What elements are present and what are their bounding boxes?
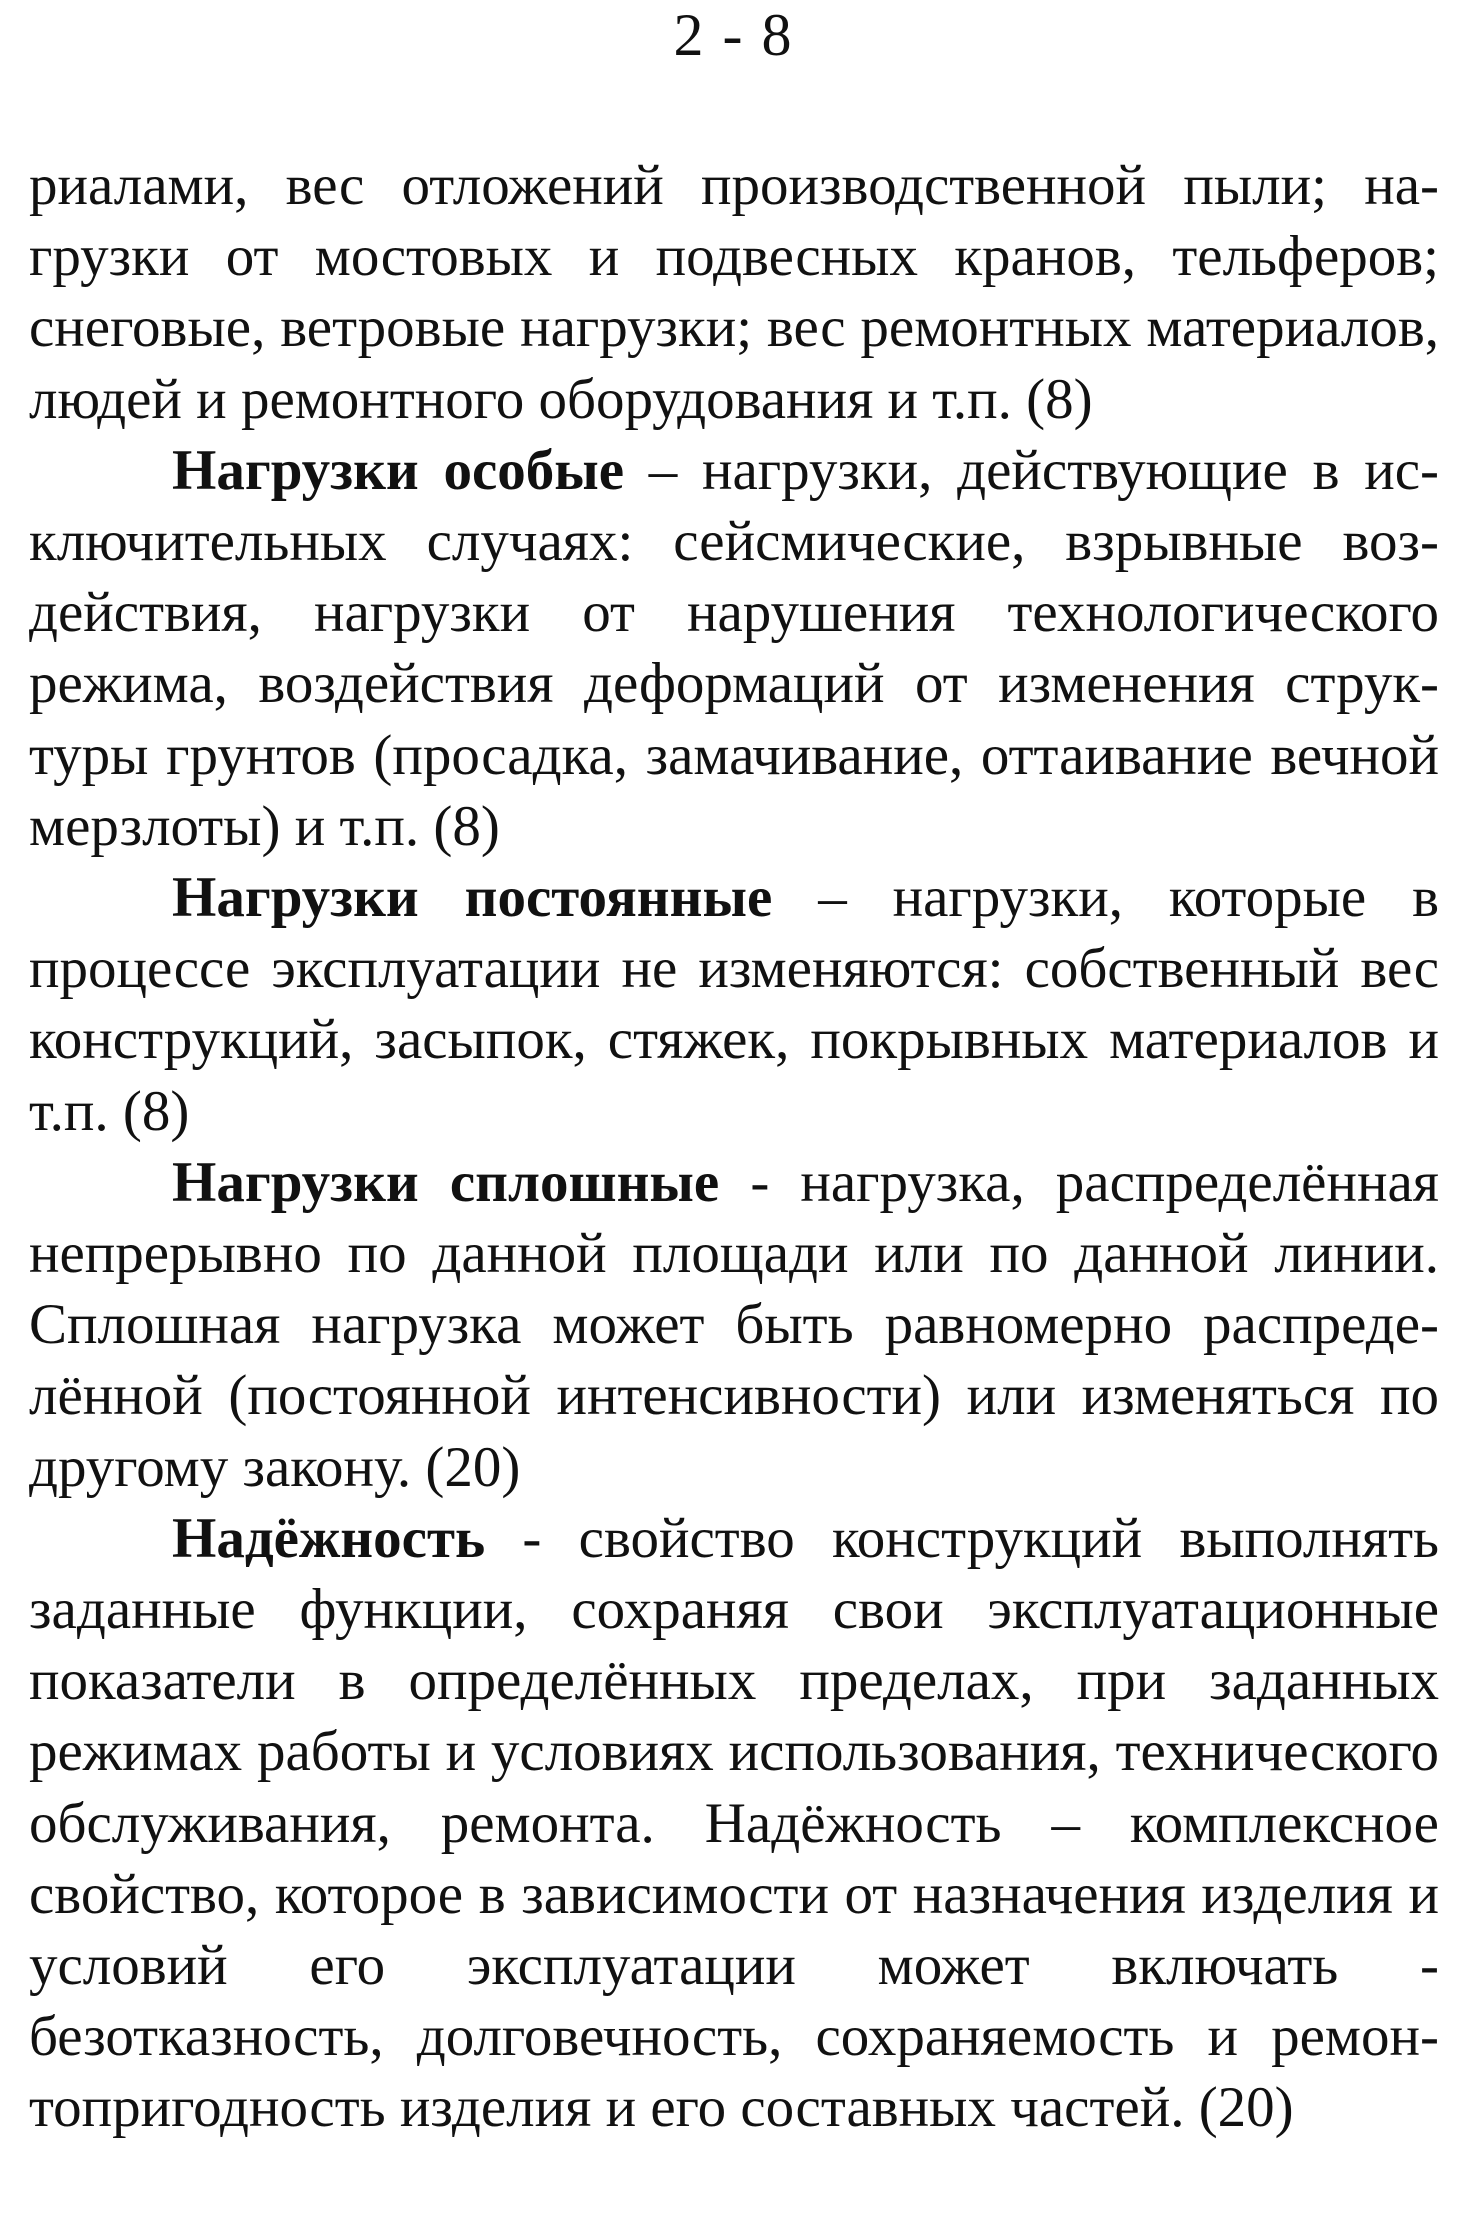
definition-term: Нагрузки сплошные [172, 1150, 720, 1214]
paragraph-continuation [29, 150, 1439, 435]
definition-loads-continuous [29, 1147, 1439, 1503]
definition-term: Нагрузки особые [172, 438, 625, 502]
definition-reliability [29, 1503, 1439, 2144]
document-body [29, 150, 1439, 2144]
definition-term: Надёжность [172, 1506, 486, 1570]
paragraph-text: риалами, вес отложений производственной пыли; нагрузки от мостовых и подвесных кранов, тельферов; снеговые, ветровые нагрузки; вес ремонтных материалов, людей и ремонтного оборудования и т.п. (8) [29, 154, 1439, 431]
definition-loads-permanent [29, 862, 1439, 1147]
definition-term: Нагрузки постоянные [172, 866, 773, 930]
definition-text: - нагрузка, распределённая непрерывно по данной площади или по данной линии. Сплошная нагрузка может быть равномерно распределённой (постоянной интенсивности) или изменяться по другому закону. (20) [29, 1150, 1439, 1499]
definition-text: - свойство конструкций выполнять заданные функции, сохраняя свои эксплуатационные показатели в определённых пределах, при заданных режимах работы и условиях использования, технического обслуживания, ремонта. Надёжность – комплексное свойство, которое в зависимости от назначения изделия и условий его эксплуатации может включать - безотказность, долговечность, сохраняемость и ремонтопригодность изделия и его составных частей. (20) [29, 1506, 1439, 2140]
definition-text: – нагрузки, которые в процессе эксплуатации не изменяются: собственный вес конструкций, засыпок, стяжек, покрывных материалов и т.п. (8) [29, 866, 1440, 1143]
page-number: 2 - 8 [673, 2, 794, 68]
definition-text: – нагрузки, действующие в исключительных случаях: сейсмические, взрывные воздействия, нагрузки от нарушения технологического режима, воздействия деформаций от изменения структуры грунтов (просадка, замачивание, оттаивание вечной мерзлоты) и т.п. (8) [29, 438, 1439, 858]
definition-loads-special [29, 435, 1439, 862]
